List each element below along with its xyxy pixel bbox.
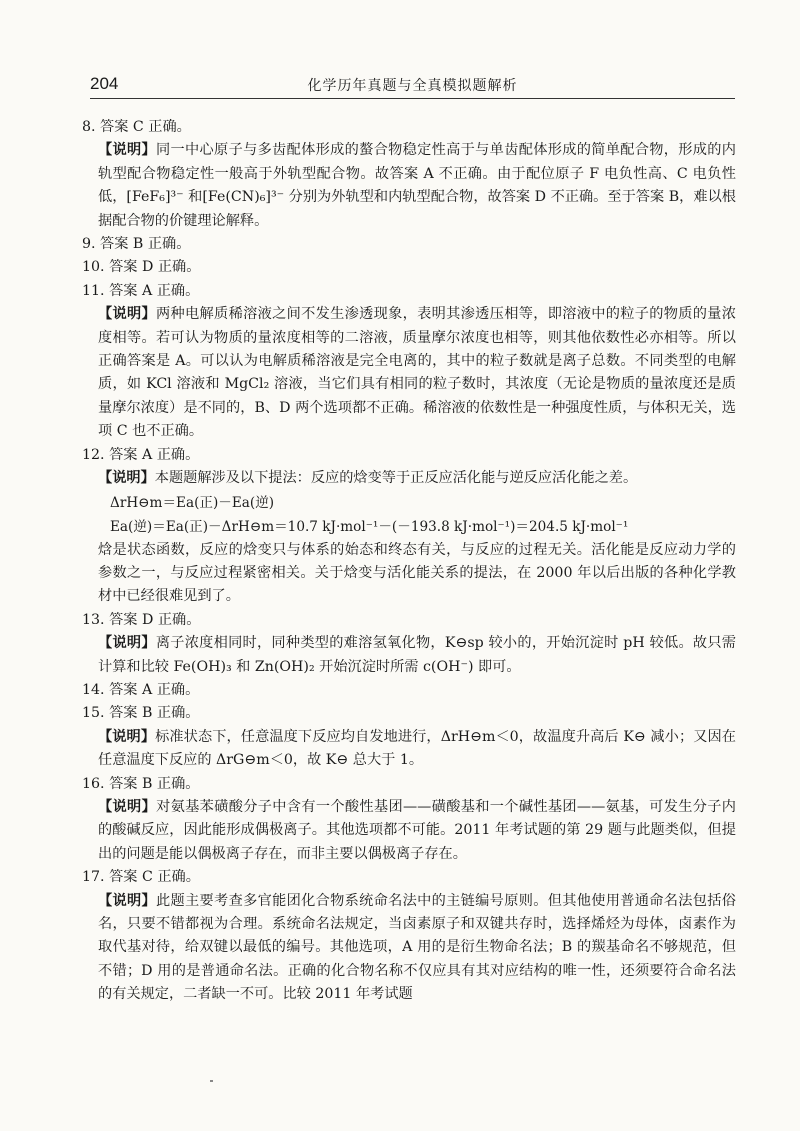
explanation-tag: 【说明】 [98, 892, 157, 909]
explanation-tag: 【说明】 [98, 306, 157, 323]
explanation-16 [98, 796, 736, 866]
page-number: 204 [90, 74, 119, 93]
answer-16: 16. 答案 B 正确。 [82, 775, 200, 792]
answer-11: 11. 答案 A 正确。 [82, 282, 200, 299]
answer-9: 9. 答案 B 正确。 [82, 236, 191, 253]
explanation-text: 标准状态下，任意温度下反应均自发地进行，ΔrH⊖m＜0，故温度升高后 K⊖ 减小；又因在任意温度下反应的 ΔrG⊖m＜0，故 K⊖ 总大于 1。 [98, 728, 736, 769]
scan-speck [210, 1080, 213, 1082]
explanation-tag: 【说明】 [98, 470, 155, 487]
explanation-11 [98, 303, 736, 443]
answer-13: 13. 答案 D 正确。 [82, 611, 201, 628]
explanation-12-continued: 焓是状态函数，反应的焓变只与体系的始态和终态有关，与反应的过程无关。活化能是反应动力学的参数之一，与反应过程紧密相关。关于焓变与活化能关系的提法，在 2000 年以后出版的各种化学教材中已经很难见到了。 [98, 541, 736, 605]
explanation-text: 对氨基苯磺酸分子中含有一个酸性基团——磺酸基和一个碱性基团——氨基，可发生分子内的酸碱反应，因此能形成偶极离子。其他选项都不可能。2011 年考试题的第 29 题与此题类似，但提出的问题是能以偶极离子存在，而非主要以偶极离子存在。 [98, 798, 736, 862]
explanation-13 [98, 632, 736, 679]
explanation-tag: 【说明】 [98, 635, 156, 652]
answer-15: 15. 答案 B 正确。 [82, 705, 200, 722]
explanation-tag: 【说明】 [98, 142, 157, 159]
explanation-tag: 【说明】 [98, 728, 156, 745]
explanation-8 [98, 139, 736, 233]
explanation-text: 离子浓度相同时，同种类型的难溶氢氧化物，K⊖sp 较小的，开始沉淀时 pH 较低。故只需计算和比较 Fe(OH)₃ 和 Zn(OH)₂ 开始沉淀时所需 c(OH⁻) 即可。 [98, 635, 736, 675]
answer-content [82, 116, 736, 1007]
explanation-text: 同一中心原子与多齿配体形成的螯合物稳定性高于与单齿配体形成的简单配合物，形成的内轨型配合物稳定性一般高于外轨型配合物。故答案 A 不正确。由于配位原子 F 电负性高、C 电负性低，[FeF₆]³⁻ 和[Fe(CN)₆]³⁻ 分别为外轨型和内轨型配合物，故答案 D 不正确。至于答案 B，难以根据配合物的价键理论解释。 [98, 142, 736, 229]
equation-1: ΔrH⊖m＝Ea(正)－Ea(逆) [110, 494, 275, 511]
explanation-17 [98, 890, 736, 1007]
answer-14: 14. 答案 A 正确。 [82, 681, 200, 698]
page-header [90, 72, 735, 99]
explanation-text: 两种电解质稀溶液之间不发生渗透现象，表明其渗透压相等，即溶液中的粒子的物质的量浓度相等。若可认为物质的量浓度相等的二溶液，质量摩尔浓度也相等，则其他依数性必亦相等。所以正确答案是 A。可以认为电解质稀溶液是完全电离的，其中的粒子数就是离子总数。不同类型的电解质，如 KCl 溶液和 MgCl₂ 溶液，当它们具有相同的粒子数时，其浓度（无论是物质的量浓度还是质量摩尔浓度）是不同的，B、D 两个选项都不正确。稀溶液的依数性是一种强度性质，与体积无关，选项 C 也不正确。 [98, 306, 736, 440]
answer-10: 10. 答案 D 正确。 [82, 259, 201, 276]
answer-12: 12. 答案 A 正确。 [82, 446, 200, 463]
answer-17: 17. 答案 C 正确。 [82, 869, 200, 886]
equation-2: Ea(逆)＝Ea(正)－ΔrH⊖m＝10.7 kJ·mol⁻¹－(－193.8 kJ·mol⁻¹)＝204.5 kJ·mol⁻¹ [110, 518, 629, 535]
explanation-12 [98, 467, 736, 490]
explanation-text: 此题主要考查多官能团化合物系统命名法中的主链编号原则。但其他使用普通命名法包括俗名，只要不错都视为合理。系统命名法规定，当卤素原子和双键共存时，选择烯烃为母体，卤素作为取代基对待，给双键以最低的编号。其他选项，A 用的是衍生物命名法；B 的羰基命名不够规范，但不错；D 用的是普通命名法。正确的化合物名称不仅应具有其对应结构的唯一性，还须要符合命名法的有关规定，二者缺一不可。比较 2011 年考试题 [98, 892, 736, 1003]
answer-8: 8. 答案 C 正确。 [82, 119, 191, 135]
explanation-15 [98, 726, 736, 773]
explanation-tag: 【说明】 [98, 798, 157, 815]
explanation-text: 本题题解涉及以下提法：反应的焓变等于正反应活化能与逆反应活化能之差。 [154, 470, 638, 487]
book-title: 化学历年真题与全真模拟题解析 [307, 78, 518, 94]
